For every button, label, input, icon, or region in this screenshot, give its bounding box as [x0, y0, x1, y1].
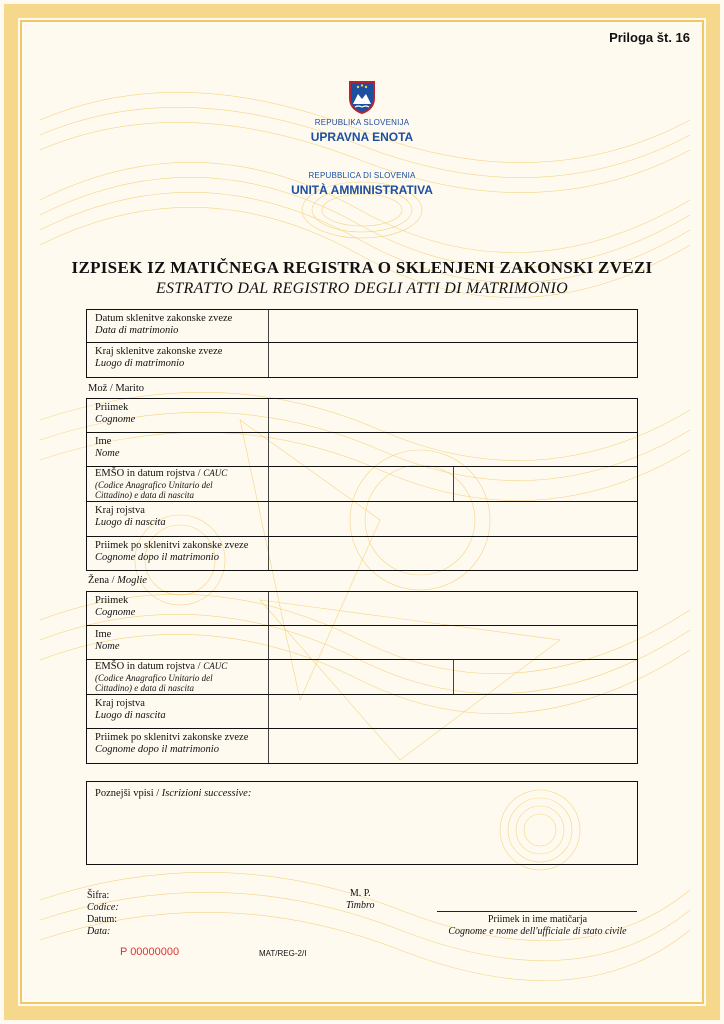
coat-of-arms-icon: [347, 80, 377, 114]
field-label: [95, 436, 120, 460]
annex-label: Priloga št. 16: [609, 30, 690, 45]
label-sl: Priimek: [95, 402, 129, 413]
field-marriage-place[interactable]: [86, 343, 638, 378]
label-sl: Datum sklenitve zakonske zveze: [95, 313, 233, 324]
label-sl: Kraj rojstva: [95, 505, 145, 516]
field-husband-surname-after[interactable]: [86, 537, 638, 571]
field-wife-birthplace[interactable]: [86, 695, 638, 729]
label-it: Cognome dopo il matrimonio: [95, 552, 219, 563]
section-sl: Mož /: [88, 383, 113, 394]
label-it-line2: (Codice Anagrafico Unitario del: [95, 480, 213, 490]
field-wife-emso[interactable]: [86, 660, 638, 695]
row-divider: [268, 626, 269, 659]
code-label-sl: Šifra:: [87, 890, 110, 901]
field-husband-surname[interactable]: [86, 398, 638, 433]
label-it: Cognome dopo il matrimonio: [95, 744, 219, 755]
label-sl: EMŠO in datum rojstva / CAUC: [95, 661, 228, 672]
title-it: ESTRATTO DAL REGISTRO DEGLI ATTI DI MATRIMONIO: [155, 280, 569, 297]
signature-line[interactable]: [437, 911, 637, 912]
serial-number: P 00000000: [120, 946, 180, 958]
footer-stamp: [346, 888, 375, 912]
field-label: [95, 313, 232, 337]
field-wife-surname[interactable]: [86, 591, 638, 626]
field-label: [95, 346, 222, 370]
row-divider: [268, 467, 269, 501]
office-sl: UPRAVNA ENOTA: [310, 130, 414, 144]
field-label: [95, 505, 166, 529]
label-sl: Ime: [95, 629, 112, 640]
label-it: Luogo di nascita: [95, 517, 166, 528]
field-label: [95, 402, 135, 426]
label-it-line3: Cittadino) e data di nascita: [95, 490, 194, 500]
label-sl: Priimek po sklenitvi zakonske zveze: [95, 540, 249, 551]
stamp-label-it: Timbro: [346, 900, 375, 911]
field-label: [95, 698, 166, 722]
label-it: Luogo di matrimonio: [95, 358, 185, 369]
stamp-label-sl: M. P.: [349, 888, 371, 899]
header-it: [0, 171, 724, 197]
republic-it: REPUBBLICA DI SLOVENIA: [308, 171, 416, 180]
field-husband-emso[interactable]: [86, 467, 638, 502]
field-wife-surname-after[interactable]: [86, 729, 638, 764]
label-sl: Kraj rojstva: [95, 698, 145, 709]
office-it: UNITÀ AMMINISTRATIVA: [291, 183, 433, 197]
section-it: Moglie: [117, 575, 147, 586]
row-divider: [268, 592, 269, 625]
signature-label-it: Cognome e nome dell'ufficiale di stato civile: [448, 926, 627, 937]
row-divider: [268, 343, 269, 377]
label-it: Iscrizioni successive:: [161, 788, 252, 799]
field-later-entries[interactable]: [86, 781, 638, 865]
date-label-it: Data:: [87, 926, 111, 937]
row-divider: [268, 502, 269, 536]
header-sl: [0, 118, 724, 144]
field-label: [95, 540, 248, 564]
row-divider-2: [453, 660, 454, 694]
row-divider-2: [453, 467, 454, 501]
signature-label-sl: Priimek in ime matičarja: [487, 914, 588, 925]
row-divider: [268, 729, 269, 763]
field-label: [95, 468, 227, 500]
section-it: Marito: [115, 383, 144, 394]
field-husband-birthplace[interactable]: [86, 502, 638, 537]
label-sl: EMŠO in datum rojstva / CAUC: [95, 468, 228, 479]
label-sl: Priimek po sklenitvi zakonske zveze: [95, 732, 249, 743]
field-husband-name[interactable]: [86, 433, 638, 467]
label-sl: Kraj sklenitve zakonske zveze: [95, 346, 223, 357]
row-divider: [268, 433, 269, 466]
label-it: Luogo di nascita: [95, 710, 166, 721]
section-husband: [88, 383, 144, 394]
field-label: [95, 661, 227, 693]
label-sl: Ime: [95, 436, 112, 447]
row-divider: [268, 399, 269, 432]
field-label: [95, 629, 120, 653]
section-sl: Žena /: [88, 575, 115, 586]
label-it: Cognome: [95, 607, 136, 618]
footer-code: [87, 890, 119, 914]
label-it-line3: Cittadino) e data di nascita: [95, 683, 194, 693]
republic-sl: REPUBLIKA SLOVENIJA: [314, 118, 410, 127]
code-label-it: Codice:: [87, 902, 119, 913]
field-label: [95, 595, 135, 619]
label-it: Nome: [95, 641, 120, 652]
field-label: [95, 732, 248, 756]
row-divider: [268, 537, 269, 570]
field-label: [95, 788, 251, 800]
row-divider: [268, 695, 269, 728]
label-it-line2: (Codice Anagrafico Unitario del: [95, 673, 213, 683]
label-it: Data di matrimonio: [95, 325, 179, 336]
row-divider: [268, 660, 269, 694]
label-sl: Poznejši vpisi /: [95, 788, 160, 799]
label-sl: Priimek: [95, 595, 129, 606]
form-code: MAT/REG-2/I: [259, 949, 307, 958]
field-wife-name[interactable]: [86, 626, 638, 660]
label-it: Cognome: [95, 414, 136, 425]
label-it: Nome: [95, 448, 120, 459]
footer-date: [87, 914, 117, 938]
title-sl: IZPISEK IZ MATIČNEGA REGISTRA O SKLENJENI ZAKONSKI ZVEZI: [71, 258, 653, 277]
section-wife: [88, 575, 147, 586]
footer-signature: [425, 914, 650, 938]
row-divider: [268, 310, 269, 342]
field-marriage-date[interactable]: [86, 309, 638, 343]
date-label-sl: Datum:: [87, 914, 117, 925]
